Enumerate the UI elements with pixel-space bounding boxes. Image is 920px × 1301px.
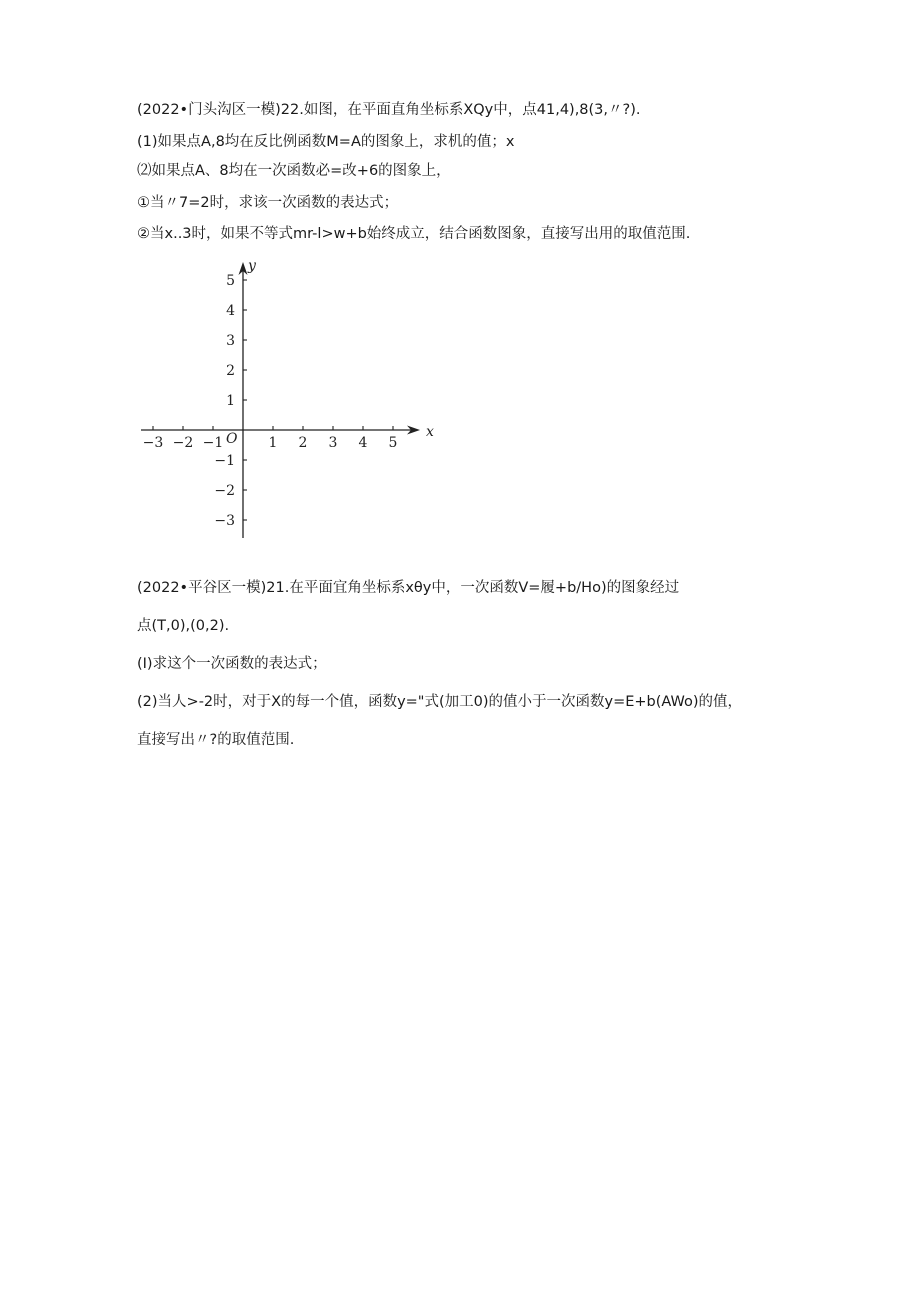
x-tick-label: 2 (298, 435, 308, 451)
problem-2-part-2: (2)当人>-2时，对于X的每一个值，函数y="式(加工0)的值小于一次函数y=E+b(AWo)的值， (137, 694, 743, 710)
origin-label: O (226, 431, 238, 447)
y-tick-label: 5 (226, 273, 235, 289)
problem-2-header: (2022•平谷区一模)21.在平面宜角坐标系xθy中，一次函数V=履+b/Ho)的图象经过 (137, 580, 680, 596)
x-tick-label: 4 (358, 435, 368, 451)
x-tick-label: −3 (142, 435, 164, 451)
y-tick-label: 4 (226, 303, 235, 319)
coordinate-plane (133, 250, 433, 540)
y-tick-label: −1 (214, 453, 235, 469)
problem-2-header-cont: 点(T,0),(0,2). (137, 618, 230, 634)
x-tick-label: −2 (172, 435, 194, 451)
problem-2-part-1: (I)求这个一次函数的表达式； (137, 656, 327, 672)
x-tick-label: 1 (268, 435, 278, 451)
x-tick-label: 3 (328, 435, 338, 451)
problem-2-part-2-cont: 直接写出〃?的取值范围. (137, 732, 295, 748)
y-tick-label: −2 (214, 483, 235, 499)
x-axis-label: x (426, 424, 434, 440)
y-axis-label: y (248, 258, 256, 274)
x-tick-label: 5 (388, 435, 398, 451)
y-tick-label: 1 (226, 393, 235, 409)
y-tick-label: 2 (226, 363, 235, 379)
problem-1-part-1: (1)如果点A,8均在反比例函数M=A的图象上，求机的值；x (137, 134, 515, 150)
y-tick-label: −3 (214, 513, 235, 529)
x-tick-label: −1 (202, 435, 224, 451)
problem-1-header: (2022•门头沟区一模)22.如图，在平面直角坐标系XQy中，点41,4),8(3,〃?). (137, 102, 641, 118)
y-tick-label: 3 (226, 333, 235, 349)
problem-1-part-2-sub-1: ①当〃7=2时，求该一次函数的表达式； (137, 195, 399, 211)
problem-1-part-2-sub-2: ②当x..3时，如果不等式mr-l>w+b始终成立，结合函数图象，直接写出用的取值范围. (137, 226, 691, 242)
problem-1-part-2: ⑵如果点A、8均在一次函数必=改+6的图象上， (137, 163, 451, 179)
